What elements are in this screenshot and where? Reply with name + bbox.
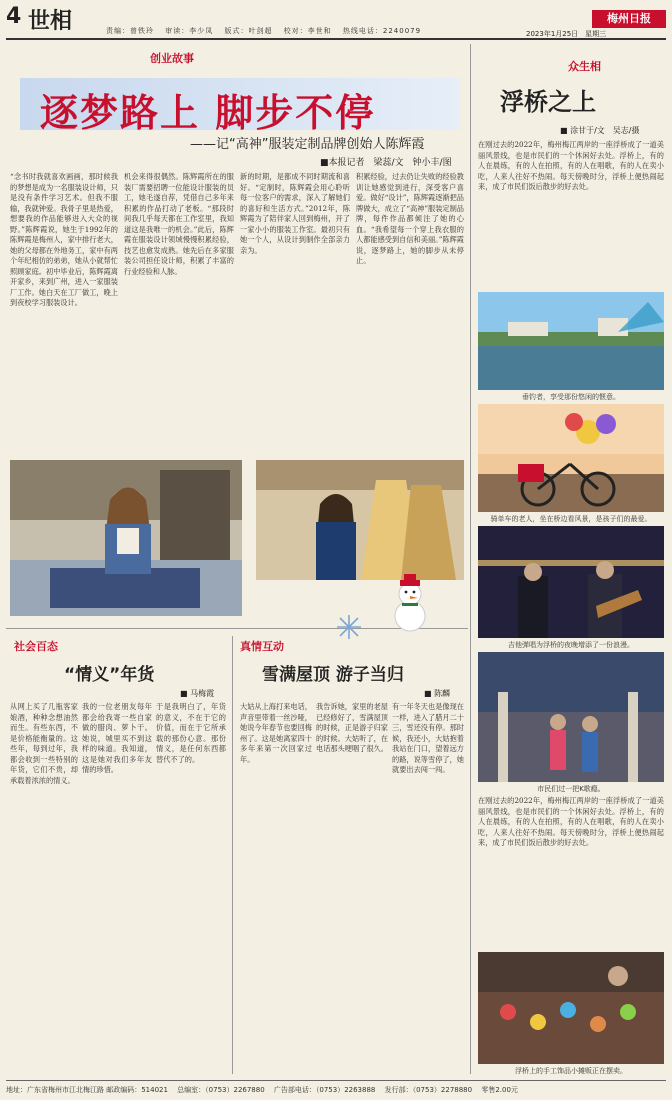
river-photo <box>478 292 664 390</box>
caption-3: 吉他弹唱为浮桥的夜晚增添了一份浪漫。 <box>508 641 634 649</box>
snowflake-icon <box>336 614 362 640</box>
page-header <box>6 4 666 40</box>
page-number: 4 <box>6 4 22 29</box>
main-headline: 逐梦路上 脚步不停 <box>40 91 376 135</box>
dress-photo <box>256 460 464 580</box>
bottom-mid-col-2: 我告诉她，家里的老屋已经修好了，雪满屋顶的时候，正是游子归家的时候。大姑听了，在电话那头哽咽了很久。 <box>316 702 388 753</box>
issue-date: 2023年1月25日 星期三 <box>526 30 607 38</box>
bottom-mid-col-3: 有一年冬天也是像现在一样，进入了腊月二十三，雪还没有停。那时候，我还小，大姑抱着我站在门口，望着远方的路，说等雪停了，她就要出去闯一闯。 <box>392 702 464 774</box>
caption-4: 市民们过一把K歌瘾。 <box>537 785 605 793</box>
main-subhead: ——记“高神”服装定制品牌创始人陈辉霞 <box>190 137 425 152</box>
bicycle-photo <box>478 404 664 512</box>
snowman-icon <box>384 574 436 634</box>
right-article-body-2: 在刚过去的2022年，梅州梅江两岸的一座浮桥成了一道美丽风景线，也是市民们的一个休闲好去处。浮桥上，有的人在晨练，有的人在拍照，有的人在唱歌，有的人在卖小吃，人来人往好不热闹。每天傍晚时分，浮桥上便热闹起来，成了市民们饭后散步的好去处。 <box>478 796 664 847</box>
main-article-col-1: “念书时我就喜欢画画，那时候我的梦想是成为一名服装设计师，只是没有条件学习艺术。但我不服输，我就钟爱。我骨子里是热爱，想要我的作品能够进入大众的视野。”陈辉霞说，她生于1992年的陈辉霞是梅州人，家中排行老大，她的父母都在外地务工，家中有两个年纪相仿的弟弟，她从小就帮忙照顾家庭。初中毕业后，陈辉霞离开家乡，来到广州，进入一家服装厂工作。她白天在工厂做工，晚上到夜校学习服装设计。 <box>10 172 118 307</box>
masthead-logo: 梅州日报 <box>592 10 666 28</box>
bottom-mid-col-1: 大姑从上海打来电话，声音里带着一丝沙哑，她说今年春节也要回梅州了。这是她离家四十多年来第一次回家过年。 <box>240 702 312 764</box>
right-headline: 浮桥之上 <box>500 88 596 116</box>
bottom-left-tag: 社会百态 <box>14 640 58 653</box>
designer-photo <box>10 460 242 616</box>
karaoke-photo <box>478 652 664 782</box>
main-article-col-2: 机会来得很偶然。陈辉霞所在的服装厂需要招聘一位能设计服装的员工，她毛遂自荐，凭借自己多年来积累的作品打动了老板。“那段时间我几乎每天都在工作室里，我知道这是我唯一的机会。”此后，陈辉霞在服装设计领域慢慢积累经验，技艺也愈发成熟。她先后在多家服装公司担任设计师，积累了丰富的行业经验和人脉。 <box>124 172 234 276</box>
editor-credits: 责编：曾铁玲 审读：李少凤 版式：叶剑超 校对：李世和 热线电话：2240079 <box>106 27 422 35</box>
bottom-left-col-1: 从网上买了几瓶客家娘酒，种种念想油然而生。有些东西，不是价格能衡量的。这些年，每到过年，我都会收到一些特别的年货，它们不贵，却承载着浓浓的情义。 <box>10 702 78 785</box>
section-title: 世相 <box>28 9 73 34</box>
craft-stall-photo <box>478 952 664 1064</box>
caption-5: 浮桥上的手工饰品小摊贩正在摆卖。 <box>515 1067 627 1075</box>
bottom-left-col-2: 我的一位老朋友每年都会给我寄一些自家做的腊肉、萝卜干。她说，城里买不到这样的味道。我知道，这是她对我们多年友情的珍惜。 <box>82 702 152 774</box>
right-article-tag: 众生相 <box>568 60 601 73</box>
caption-2: 骑单车的老人，坐在桥边看风景，是孩子们的最爱。 <box>490 515 652 523</box>
page-footer: 地址：广东省梅州市江北梅江路 邮政编码：514021 总编室：（0753）2267880 广告部电话：（0753）2263888 发行部：（0753）2278880 零售2.00元 <box>6 1080 666 1095</box>
bottom-left-byline: ■ 马梅霞 <box>180 689 215 698</box>
column-divider-bottom <box>232 636 233 1074</box>
bottom-left-col-3: 于是我明白了，年货的意义，不在于它的价值，而在于它所承载的那份心意。那份情义，是任何东西都替代不了的。 <box>156 702 226 764</box>
right-article-body: 在刚过去的2022年，梅州梅江两岸的一座浮桥成了一道美丽风景线，也是市民们的一个休闲好去处。浮桥上，有的人在晨练，有的人在拍照，有的人在唱歌，有的人在卖小吃，人来人往好不热闹。每天傍晚时分，浮桥上便热闹起来，成了市民们饭后散步的好去处。 <box>478 140 664 191</box>
right-byline: ■ 涂甘于/文 吴志/摄 <box>560 126 640 135</box>
main-article-col-4: 积累经验，过去仍让失败的经验教训让她感觉到进行，深受客户喜爱。做好“设计”，陈辉霞逐渐把品牌做大，成立了“高神”服装定制品牌，每件作品都倾注了她的心血。“我希望每一个穿上我衣服的人都能感受到自信和美丽。”陈辉霞说，逐梦路上，她的脚步从未停止。 <box>356 172 464 265</box>
main-article-col-3: 新的时期，是都成不同时期流和喜好。“定制时，陈辉霞会用心聆听每一位客户的需求，深入了解她们的喜好和生活方式。”2012年，陈辉霞为了陪伴家人回到梅州，开了一家小小的服装工作室。最初只有她一个人，从设计到制作全部亲力亲为。 <box>240 172 350 255</box>
bottom-mid-headline: 雪满屋顶 游子当归 <box>262 665 404 685</box>
column-divider <box>470 44 471 1074</box>
bottom-mid-byline: ■ 陈麟 <box>424 689 451 698</box>
main-article-tag: 创业故事 <box>150 52 194 65</box>
bottom-mid-tag: 真情互动 <box>240 640 284 653</box>
main-byline: ■本报记者 梁蕊/文 钟小丰/图 <box>320 158 452 168</box>
bottom-left-headline: “情义”年货 <box>64 665 155 685</box>
caption-1: 垂钓者，享受那份悠闲的惬意。 <box>522 393 620 401</box>
guitar-photo <box>478 526 664 638</box>
